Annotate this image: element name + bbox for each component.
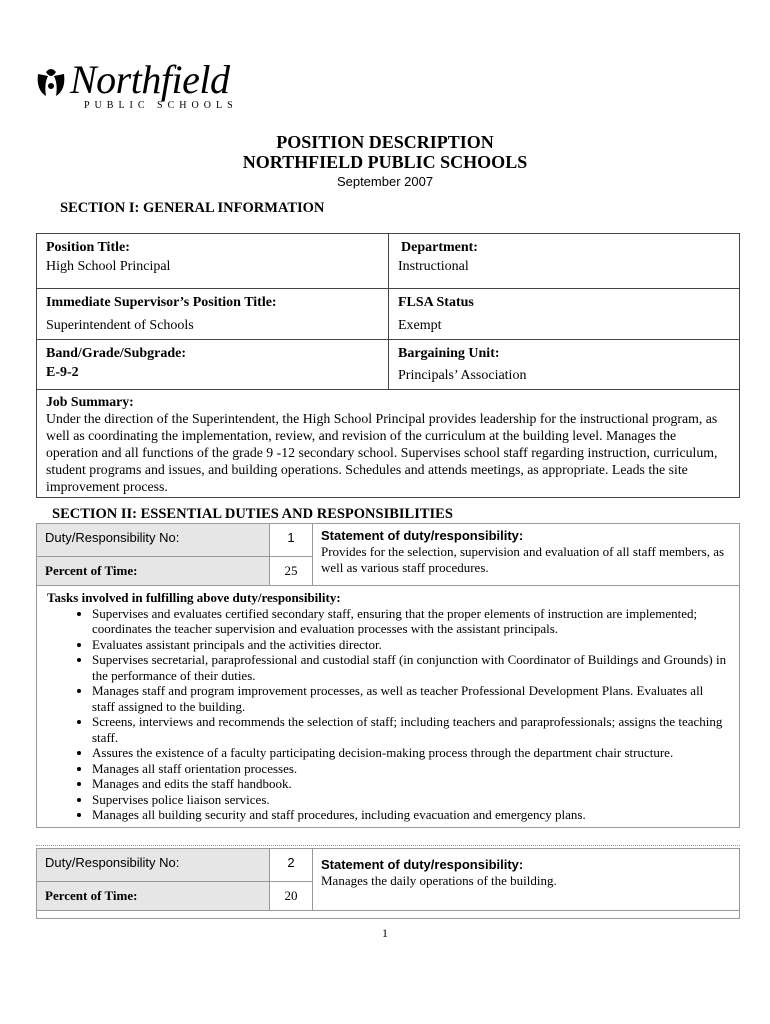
duty-no-label: Duty/Responsibility No: — [37, 849, 270, 882]
position-title-label: Position Title: — [46, 240, 130, 255]
northfield-logo — [34, 57, 264, 118]
department-cell — [389, 234, 740, 289]
list-item: • Manages and edits the staff handbook. — [92, 776, 729, 792]
duty-statement-cell — [313, 849, 740, 911]
percent-value: 20 — [270, 882, 313, 911]
band-label: Band/Grade/Subgrade: — [46, 346, 187, 361]
duty-no-value: 2 — [270, 849, 313, 882]
duty-no-label: Duty/Responsibility No: — [37, 524, 270, 557]
supervisor-cell — [37, 289, 389, 340]
list-item: • Manages all staff orientation processes. — [92, 761, 729, 777]
duty-statement-cell — [313, 524, 740, 586]
document-date: September 2007 — [336, 174, 434, 189]
department-value: Instructional — [398, 259, 469, 274]
flsa-value: Exempt — [398, 318, 442, 333]
list-item: • Manages staff and program improvement processes, as well as teacher Professional Development Plans. Evaluates all staff assigned to the building. — [92, 683, 729, 714]
job-summary-text: Under the direction of the Superintendent, the High School Principal provides leadership for the instructional program, as well as coordinating the implementation, review, and revision of the curriculum at the building level. Manages the operation and all functions of the grade 9 -12 secondary school. Supervises school staff regarding instruction, curriculum, student programs and issues, and building operations. Schedules and attends meetings, as appropriate. Leads the site improvement process. — [46, 411, 718, 494]
statement-label: Statement of duty/responsibility: — [321, 528, 524, 543]
list-item: • Supervises secretarial, paraprofessional and custodial staff (in conjunction with Coordinator of Buildings and Grounds) in the performance of their duties. — [92, 652, 729, 683]
percent-value: 25 — [270, 557, 313, 586]
flsa-label: FLSA Status — [398, 295, 474, 310]
section-1-heading: SECTION I: GENERAL INFORMATION — [60, 200, 325, 216]
duty-no-value: 1 — [270, 524, 313, 557]
bargaining-cell — [389, 340, 740, 390]
list-item: • Supervises and evaluates certified secondary staff, ensuring that the proper elements of instruction are implemented; coordinates the teacher supervision and evaluation processes with the assistant principals. — [92, 606, 729, 637]
page-number: 1 — [382, 926, 388, 940]
band-cell — [37, 340, 389, 390]
supervisor-value: Superintendent of Schools — [46, 318, 194, 333]
supervisor-label: Immediate Supervisor’s Position Title: — [46, 295, 277, 310]
tasks-label: Tasks involved in fulfilling above duty/responsibility: — [47, 590, 341, 605]
logo-name: Northfield — [70, 57, 230, 102]
statement-text: Provides for the selection, supervision and evaluation of all staff members, as well as various staff procedures. — [321, 544, 725, 575]
list-item: • Evaluates assistant principals and the activities director. — [92, 637, 729, 653]
percent-label: Percent of Time: — [37, 882, 270, 911]
logo-subtitle: PUBLIC SCHOOLS — [84, 100, 238, 111]
list-item: • Screens, interviews and recommends the selection of staff; including teachers and paraprofessionals; assigns the teaching staff. — [92, 714, 729, 745]
band-value: E-9-2 — [46, 365, 79, 380]
document-subtitle: NORTHFIELD PUBLIC SCHOOLS — [242, 152, 528, 172]
divider — [36, 845, 740, 846]
bargaining-label: Bargaining Unit: — [398, 346, 500, 361]
list-item: • Manages all building security and staff procedures, including evacuation and emergency plans. — [92, 807, 729, 823]
document-title: POSITION DESCRIPTION — [276, 132, 494, 152]
position-title-value: High School Principal — [46, 259, 171, 274]
general-info-table — [36, 233, 740, 498]
job-summary-label: Job Summary: — [46, 394, 134, 409]
statement-label: Statement of duty/responsibility: — [321, 857, 524, 872]
tasks-cell — [37, 586, 740, 828]
department-label: Department: — [401, 240, 478, 255]
statement-text: Manages the daily operations of the building. — [321, 873, 557, 888]
section-2-heading: SECTION II: ESSENTIAL DUTIES AND RESPONSIBILITIES — [52, 506, 453, 522]
duty-table-2 — [36, 848, 740, 919]
position-title-cell — [37, 234, 389, 289]
job-summary-cell — [37, 390, 740, 498]
tasks-list — [47, 606, 729, 823]
percent-label: Percent of Time: — [37, 557, 270, 586]
tasks-cell — [37, 911, 740, 919]
bargaining-value: Principals’ Association — [398, 368, 527, 383]
logo-mark-icon — [34, 66, 68, 100]
duty-table-1 — [36, 523, 740, 828]
list-item: • Assures the existence of a faculty participating decision-making process through the department chair structure. — [92, 745, 729, 761]
list-item: • Supervises police liaison services. — [92, 792, 729, 808]
flsa-cell — [389, 289, 740, 340]
